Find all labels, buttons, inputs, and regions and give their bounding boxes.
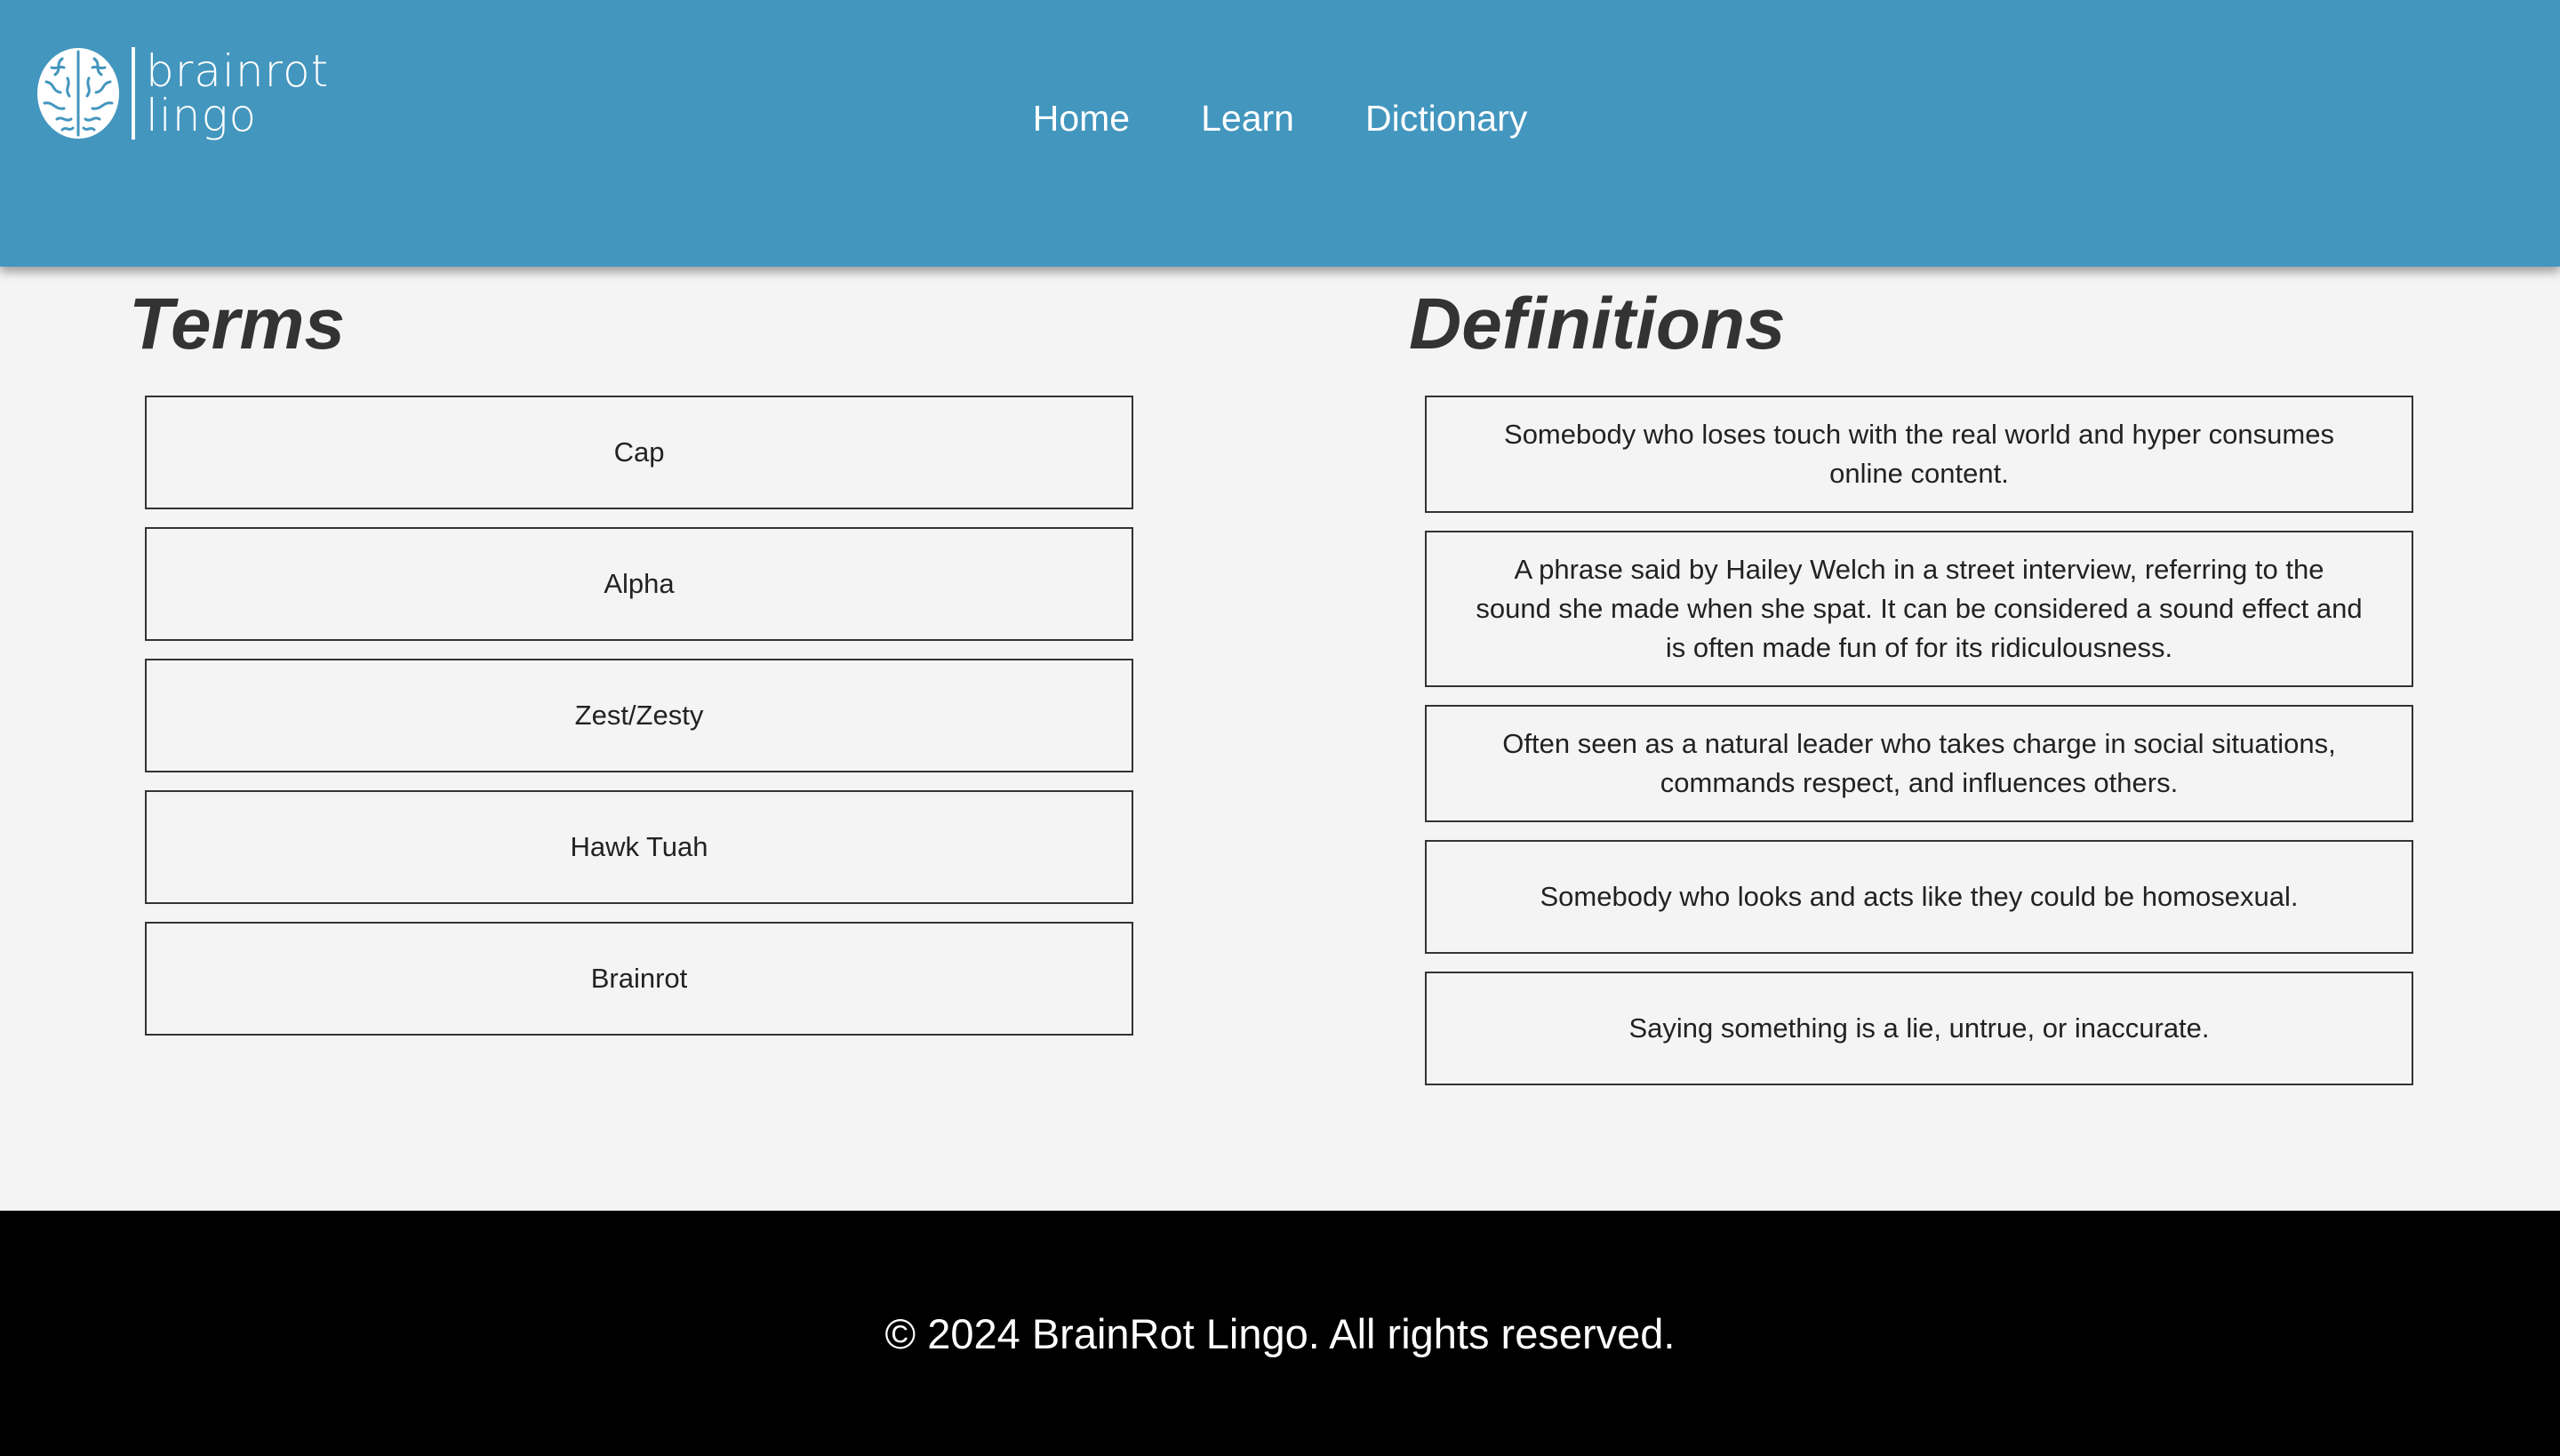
definition-card-3[interactable]: Often seen as a natural leader who takes charge in social situations, commands respect, and influences others. bbox=[1425, 705, 2413, 822]
nav-learn[interactable]: Learn bbox=[1201, 98, 1294, 139]
term-card-cap[interactable]: Cap bbox=[145, 396, 1133, 509]
term-card-alpha[interactable]: Alpha bbox=[145, 527, 1133, 641]
term-card-hawk-tuah[interactable]: Hawk Tuah bbox=[145, 790, 1133, 904]
definition-card-5[interactable]: Saying something is a lie, untrue, or inaccurate. bbox=[1425, 972, 2413, 1085]
site-header bbox=[0, 0, 2560, 267]
main-nav bbox=[0, 89, 2560, 148]
nav-dictionary[interactable]: Dictionary bbox=[1364, 98, 1528, 139]
nav-home[interactable]: Home bbox=[1032, 98, 1131, 139]
terms-heading: Terms bbox=[129, 284, 346, 364]
term-card-brainrot[interactable]: Brainrot bbox=[145, 922, 1133, 1036]
definition-card-2[interactable]: A phrase said by Hailey Welch in a street interview, referring to the sound she made when she spat. It can be considered a sound effect and is often made fun of for its ridiculousness. bbox=[1425, 531, 2413, 687]
term-card-zest[interactable]: Zest/Zesty bbox=[145, 659, 1133, 772]
definitions-heading: Definitions bbox=[1409, 284, 1786, 364]
brand-line-1: brainrot bbox=[146, 45, 330, 97]
site-footer bbox=[0, 1211, 2560, 1456]
definitions-list bbox=[1425, 396, 2413, 1103]
definition-card-1[interactable]: Somebody who loses touch with the real world and hyper consumes online content. bbox=[1425, 396, 2413, 513]
brand-line-2: lingo bbox=[146, 90, 258, 141]
copyright-text: © 2024 BrainRot Lingo. All rights reserved. bbox=[884, 1309, 1676, 1357]
terms-list bbox=[145, 396, 1133, 1053]
definition-card-4[interactable]: Somebody who looks and acts like they could be homosexual. bbox=[1425, 840, 2413, 954]
